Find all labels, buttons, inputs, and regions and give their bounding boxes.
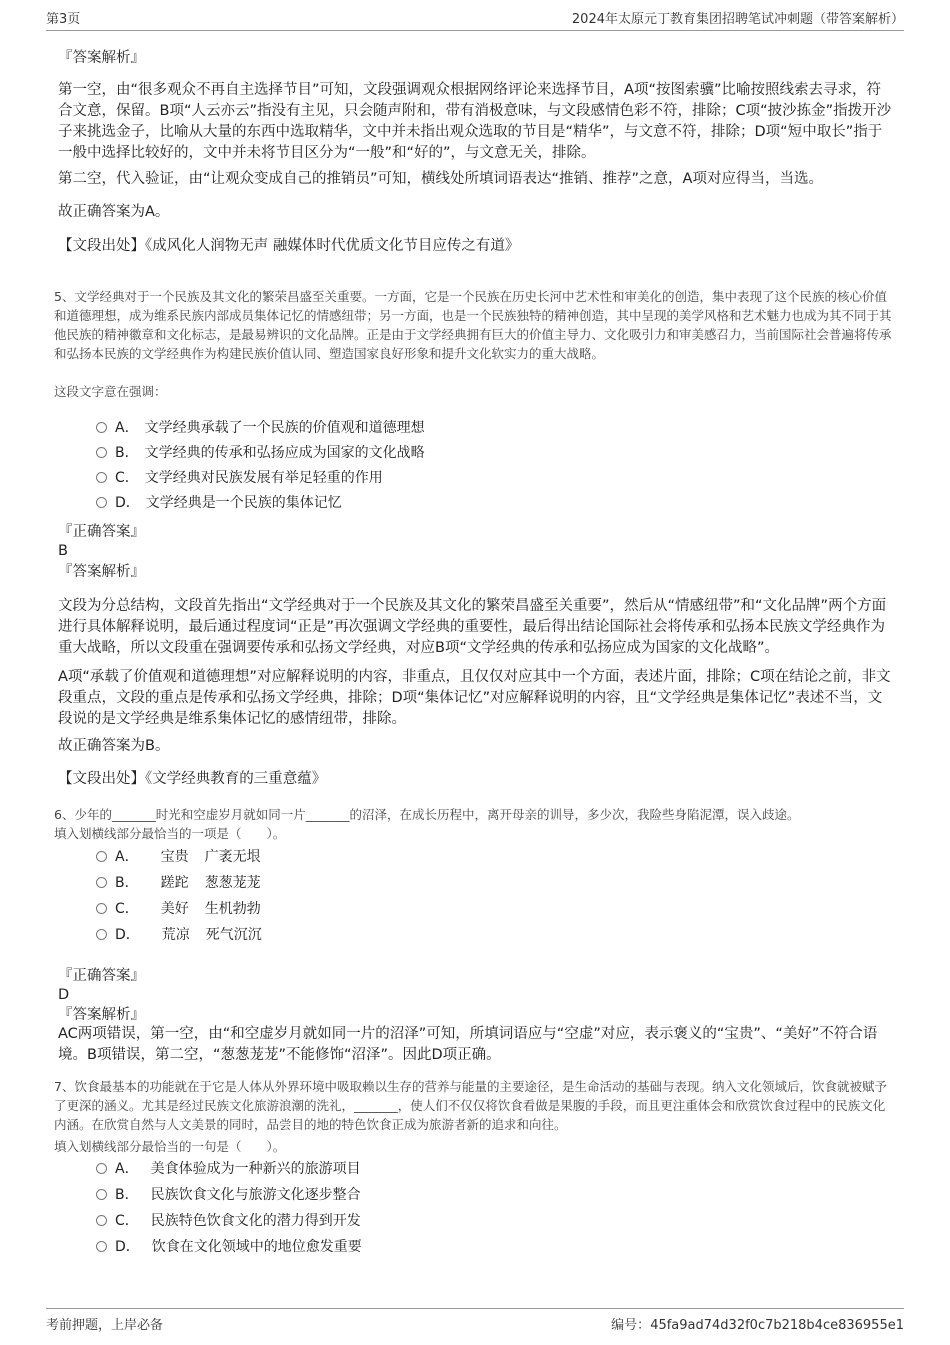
radio-icon[interactable]: [96, 1163, 107, 1174]
q7-prompt: 填入划横线部分最恰当的一句是（ ）。: [54, 1139, 286, 1154]
option-word-2: 广袤无垠: [204, 849, 261, 865]
q5-analysis-para1: 文段为分总结构，文段首先指出“文学经典对于一个民族及其文化的繁荣昌盛至关重要”，然后从“情感纽带”和“文化品牌”两个方面进行具体解释说明，最后通过程度词“正是”再次强调文学经典的重要性，最后得出结论国际社会将传承和弘扬本民族文学经典作为重大战略，所以文段重在强调要传承和弘扬文学经典，对应B项“文学经典的传承和弘扬应成为国家的文化战略”。: [58, 598, 887, 656]
option-word-2: 葱葱茏茏: [204, 875, 261, 891]
option-key: D．: [115, 927, 140, 943]
option-word-1: 美好: [160, 901, 189, 917]
q7-option-b[interactable]: [96, 1185, 361, 1205]
document-title: 2024年太原元丁教育集团招聘笔试冲刺题（带答案解析）: [571, 12, 904, 27]
option-text: 文学经典对民族发展有举足轻重的作用: [144, 470, 383, 486]
q4-analysis-para2: 第二空，代入验证，由“让观众变成自己的推销员”可知，横线处所填词语表达“推销、推荐”之意，A项对应得当，当选。: [58, 171, 823, 187]
q6-correct-label: 『正确答案』: [58, 968, 145, 984]
q6-option-d[interactable]: [96, 925, 262, 945]
radio-icon[interactable]: [96, 851, 107, 862]
q6-option-a[interactable]: [96, 847, 261, 867]
option-text: 民族特色饮食文化的潜力得到开发: [150, 1213, 361, 1229]
option-text: 民族饮食文化与旅游文化逐步整合: [150, 1187, 361, 1203]
q4-source: 【文段出处】《成风化人润物无声 融媒体时代优质文化节目应传之有道》: [58, 238, 520, 254]
option-key: A．: [115, 849, 139, 865]
option-text: 文学经典承载了一个民族的价值观和道德理想: [144, 420, 425, 436]
option-word-1: 蹉跎: [160, 875, 189, 891]
q6-analysis: AC两项错误，第一空，由“和空虚岁月就如同一片的沼泽”可知，所填词语应与“空虚”对应，表示褒义的“宝贵”、“美好”不符合语境。B项错误，第二空，“葱葱茏茏”不能修饰“沼泽”。因此D项正确。: [58, 1026, 878, 1063]
radio-icon[interactable]: [96, 903, 107, 914]
q5-analysis-para2: A项“承载了价值观和道德理想”对应解释说明的内容，非重点，且仅仅对应其中一个方面，表述片面，排除；C项在结论之前，非文段重点，文段的重点是传承和弘扬文学经典，排除；D项“集体记忆”对应解释说明的内容，且“文学经典是集体记忆”表述不当，文段说的是文学经典是维系集体记忆的感情纽带，排除。: [58, 669, 891, 727]
option-word-2: 死气沉沉: [205, 927, 262, 943]
q6-option-b[interactable]: [96, 873, 261, 893]
option-word-2: 生机勃勃: [204, 901, 261, 917]
q5-stem: 5、文学经典对于一个民族及其文化的繁荣昌盛至关重要。一方面，它是一个民族在历史长河中艺术性和审美化的创造，集中表现了这个民族的核心价值和道德理想，成为维系民族内部成员集体记忆的情感纽带；另一方面，也是一个民族独特的精神创造，其中呈现的美学风格和艺术魅力也成为其不同于其他民族的精神徽章和文化标志，是最易辨识的文化品牌。正是由于文学经典拥有巨大的价值主导力、文化吸引力和审美感召力，当前国际社会普遍将传承和弘扬本民族的文学经典作为构建民族价值认同、塑造国家良好形象和提升文化软实力的重大战略。: [54, 289, 892, 361]
option-key: A．: [115, 1161, 139, 1177]
radio-icon[interactable]: [96, 1189, 107, 1200]
radio-icon[interactable]: [96, 422, 107, 433]
radio-icon[interactable]: [96, 472, 107, 483]
q5-option-a[interactable]: [96, 418, 425, 438]
footer-slogan: 考前押题，上岸必备: [46, 1318, 164, 1333]
radio-icon[interactable]: [96, 497, 107, 508]
option-key: C．: [115, 1213, 139, 1229]
q4-analysis-para1: 第一空，由“很多观众不再自主选择节目”可知，文段强调观众根据网络评论来选择节目，A项“按图索骥”比喻按照线索去寻求，符合文意，保留。B项“人云亦云”指没有主见，只会随声附和，带有消极意味，与文段感情色彩不符，排除；C项“披沙拣金”指拨开沙子来挑选金子，比喻从大量的东西中选取精华，文中并未指出观众选取的节目是“精华”，与文意不符，排除；D项“短中取长”指于一般中选择比较好的，文中并未将节目区分为“一般”和“好的”，与文意无关，排除。: [58, 82, 892, 161]
q6-answer: D: [58, 987, 70, 1003]
document-code-value: 45fa9ad74d32f0c7b218b4ce836955e1: [650, 1318, 904, 1333]
q5-correct-label: 『正确答案』: [58, 524, 145, 540]
radio-icon[interactable]: [96, 447, 107, 458]
q7-option-d[interactable]: [96, 1237, 362, 1257]
q5-final-answer: 故正确答案为B。: [58, 738, 170, 754]
q6-analysis-label: 『答案解析』: [58, 1007, 145, 1023]
option-word-1: 宝贵: [160, 849, 189, 865]
option-text: 美食体验成为一种新兴的旅游项目: [150, 1161, 361, 1177]
option-key: C．: [115, 470, 139, 486]
option-key: A．: [115, 420, 139, 436]
q6-option-c[interactable]: [96, 899, 261, 919]
q5-option-b[interactable]: [96, 443, 425, 463]
q5-source: 【文段出处】《文学经典教育的三重意蕴》: [58, 771, 327, 787]
option-key: D．: [115, 495, 140, 511]
header-divider: [46, 30, 904, 31]
option-text: 文学经典的传承和弘扬应成为国家的文化战略: [144, 445, 425, 461]
option-key: B．: [115, 445, 139, 461]
option-text: 饮食在文化领域中的地位愈发重要: [151, 1239, 362, 1255]
q5-analysis-label: 『答案解析』: [58, 564, 145, 580]
option-text: 文学经典是一个民族的集体记忆: [145, 495, 342, 511]
q5-answer: B: [58, 543, 68, 559]
q4-final-answer: 故正确答案为A。: [58, 204, 170, 220]
radio-icon[interactable]: [96, 1241, 107, 1252]
q7-stem: 7、饮食最基本的功能就在于它是人体从外界环境中吸取赖以生存的营养与能量的主要途径，是生命活动的基础与表现。纳入文化领域后，饮食就被赋予了更深的涵义。尤其是经过民族文化旅游浪潮的洗礼，_______，使人们不仅仅将饮食看做是果腹的手段，而且更注重体会和欣赏饮食过程中的民族文化内涵。在欣赏自然与人文美景的同时，品尝目的地的特色饮食正成为旅游者新的追求和向往。: [54, 1079, 887, 1132]
document-code-label: 编号：: [611, 1318, 651, 1333]
q6-prompt: 填入划横线部分最恰当的一项是（ ）。: [54, 826, 286, 841]
document-code: [611, 1314, 904, 1333]
option-word-1: 荒凉: [161, 927, 190, 943]
radio-icon[interactable]: [96, 929, 107, 940]
footer-divider: [46, 1308, 904, 1309]
page-number: 第3页: [46, 12, 81, 27]
radio-icon[interactable]: [96, 1215, 107, 1226]
radio-icon[interactable]: [96, 877, 107, 888]
q5-prompt: 这段文字意在强调：: [54, 384, 167, 399]
option-key: D．: [115, 1239, 140, 1255]
option-key: B．: [115, 1187, 139, 1203]
q7-option-c[interactable]: [96, 1211, 361, 1231]
option-key: C．: [115, 901, 139, 917]
q6-stem: 6、少年的_______时光和空虚岁月就如同一片_______的沼泽，在成长历程中，离开母亲的训导，多少次，我险些身陷泥潭，误入歧途。: [54, 807, 800, 822]
q5-option-c[interactable]: [96, 468, 383, 488]
q4-analysis-label: 『答案解析』: [58, 50, 145, 66]
q7-option-a[interactable]: [96, 1159, 361, 1179]
q5-option-d[interactable]: [96, 493, 342, 513]
option-key: B．: [115, 875, 139, 891]
